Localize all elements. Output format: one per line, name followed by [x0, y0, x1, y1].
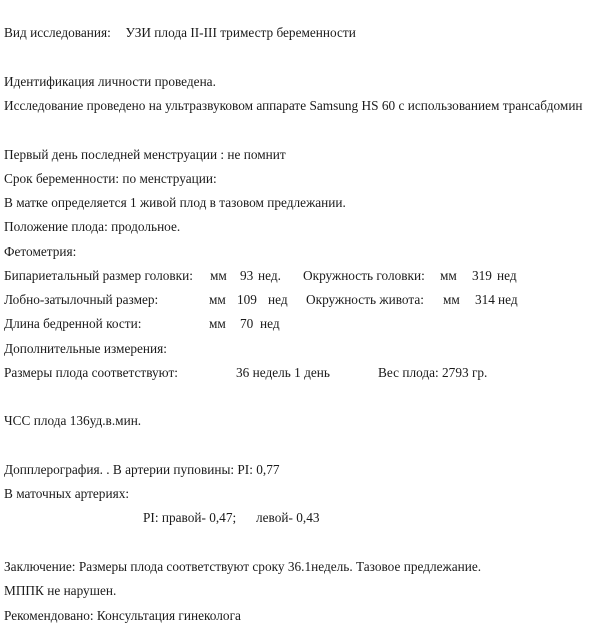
fetometry-suffix: нед	[268, 292, 288, 307]
size-correspondence-value: 36 недель 1 день	[236, 365, 330, 380]
identification-text: Идентификация личности проведена.	[4, 74, 216, 89]
mppk-text: МППК не нарушен.	[4, 583, 117, 598]
uterus-text: В матке определяется 1 живой плод в тазовом предлежании.	[4, 195, 346, 210]
doppler-umbilical: Допплерография. . В артерии пуповины: PI: 0,77	[4, 462, 280, 477]
fetometry-heading: Фетометрия:	[4, 244, 77, 259]
gestational-age-text: Срок беременности: по менструации:	[4, 171, 217, 186]
fetometry-suffix: нед.	[258, 268, 281, 283]
uterine-left-pi: левой- 0,43	[256, 510, 320, 525]
fetometry-label2: Окружность головки:	[303, 268, 425, 283]
equipment-text: Исследование проведено на ультразвуковом аппарате Samsung HS 60 с использованием трансабдомин	[4, 98, 583, 113]
fetometry-suffix2: нед	[497, 268, 517, 283]
fetal-weight: Вес плода: 2793 гр.	[378, 365, 488, 380]
fetometry-value: 93	[240, 268, 254, 283]
fetometry-suffix: нед	[260, 316, 280, 331]
fetometry-unit2: мм	[443, 292, 460, 307]
fetometry-unit: мм	[209, 316, 226, 331]
additional-measurements: Дополнительные измерения:	[4, 341, 167, 356]
exam-type-line	[4, 25, 356, 41]
fetometry-label: Бипариетальный размер головки:	[4, 268, 193, 283]
exam-type-value: УЗИ плода II-III триместр беременности	[125, 25, 356, 40]
fetometry-label: Лобно-затылочный размер:	[4, 292, 159, 307]
fetometry-suffix2: нед	[498, 292, 518, 307]
fetometry-value2: 314	[475, 292, 495, 307]
fetometry-value: 109	[237, 292, 257, 307]
heart-rate-text: ЧСС плода 136уд.в.мин.	[4, 413, 142, 428]
fetometry-value2: 319	[472, 268, 492, 283]
doppler-uterine-heading: В маточных артериях:	[4, 486, 130, 501]
exam-type-label: Вид исследования:	[4, 25, 111, 40]
size-correspondence-label: Размеры плода соответствуют:	[4, 365, 178, 380]
lmp-text: Первый день последней менструации : не помнит	[4, 147, 286, 162]
fetometry-value: 70	[240, 316, 254, 331]
recommendation-text: Рекомендовано: Консультация гинеколога	[4, 608, 241, 623]
fetometry-unit: мм	[209, 292, 226, 307]
uterine-right-pi: PI: правой- 0,47;	[143, 510, 237, 525]
fetometry-unit: мм	[210, 268, 227, 283]
fetometry-label2: Окружность живота:	[306, 292, 424, 307]
fetal-position-text: Положение плода: продольное.	[4, 219, 181, 234]
fetometry-label: Длина бедренной кости:	[4, 316, 142, 331]
conclusion-text: Заключение: Размеры плода соответствуют сроку 36.1недель. Тазовое предлежание.	[4, 559, 482, 574]
fetometry-unit2: мм	[440, 268, 457, 283]
